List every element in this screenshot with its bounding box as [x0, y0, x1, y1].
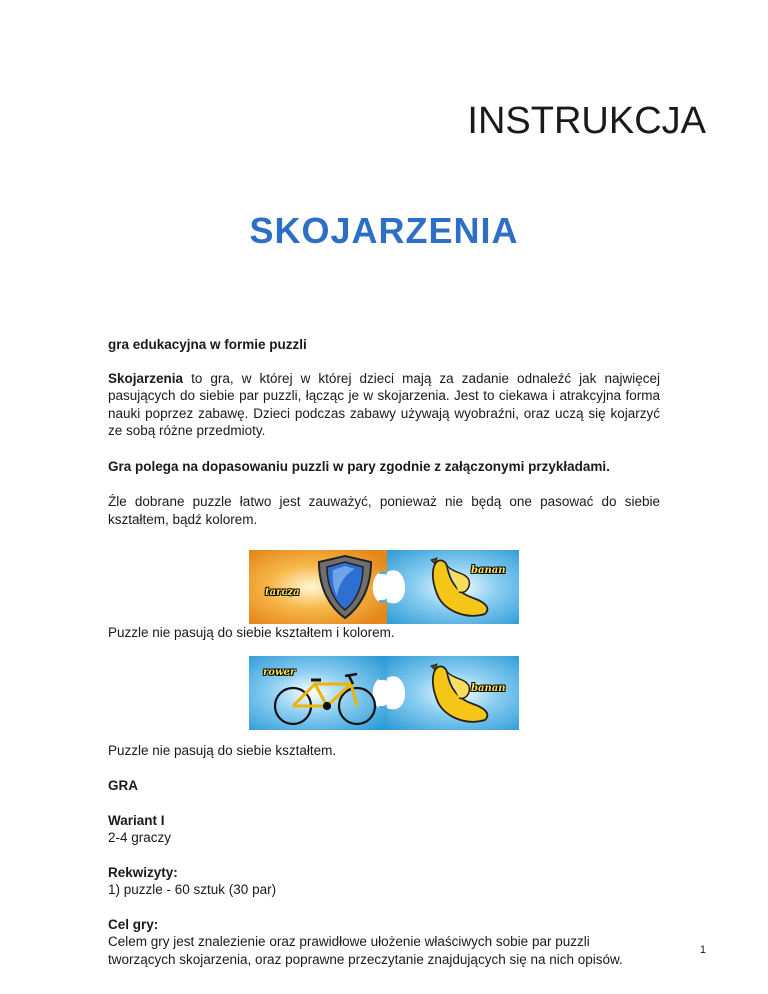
puzzle-example-1 [249, 550, 519, 624]
intro-text: to gra, w której w której dzieci mają za zadanie odnaleźć jak najwięcej pasujących do siebie par puzzli, łącząc je w skojarzenia. Jest to ciekawa i atrakcyjna forma nauki poprzez zabawę. Dzieci podczas zabawy używają wyobraźni, oraz uczą się kojarzyć ze sobą różne przedmioty. [108, 370, 660, 438]
page-number: 1 [699, 944, 706, 956]
variant-heading: Wariant I [108, 812, 165, 828]
puzzle-label-left: rower [263, 666, 296, 678]
subtitle: gra edukacyjna w formie puzzli [108, 337, 307, 352]
props-heading: Rekwizyty: [108, 864, 178, 880]
game-heading: GRA [108, 778, 138, 793]
note-paragraph: Źle dobrane puzzle łatwo jest zauważyć, ponieważ nie będą one pasować do siebie kształtem, bądź kolorem. [108, 494, 660, 527]
document-body [108, 336, 660, 968]
goal-heading: Cel gry: [108, 916, 159, 932]
game-title: SKOJARZENIA [249, 210, 519, 251]
puzzle-caption-2: Puzzle nie pasują do siebie kształtem. [108, 742, 337, 758]
puzzle-label-right: banan [471, 565, 506, 576]
puzzle-label-left: tarcza [265, 587, 300, 598]
puzzle-label-right: banan [471, 682, 506, 694]
goal-text: Celem gry jest znalezienie oraz prawidłowe ułożenie właściwych sobie par puzzli tworzących skojarzenia, oraz poprawne przeczytanie znajdujących się na nich opisów. [108, 934, 623, 967]
puzzle-example-2 [249, 656, 519, 730]
rule-paragraph: Gra polega na dopasowaniu puzzli w pary zgodnie z załączonymi przykładami. [108, 458, 610, 474]
document-title: INSTRUKCJA [467, 100, 706, 142]
intro-bold: Skojarzenia [108, 370, 184, 386]
intro-paragraph [108, 370, 660, 440]
players-count: 2-4 graczy [108, 830, 172, 845]
props-item: 1) puzzle - 60 sztuk (30 par) [108, 882, 277, 897]
puzzle-caption-1: Puzzle nie pasują do siebie kształtem i kolorem. [108, 625, 395, 640]
